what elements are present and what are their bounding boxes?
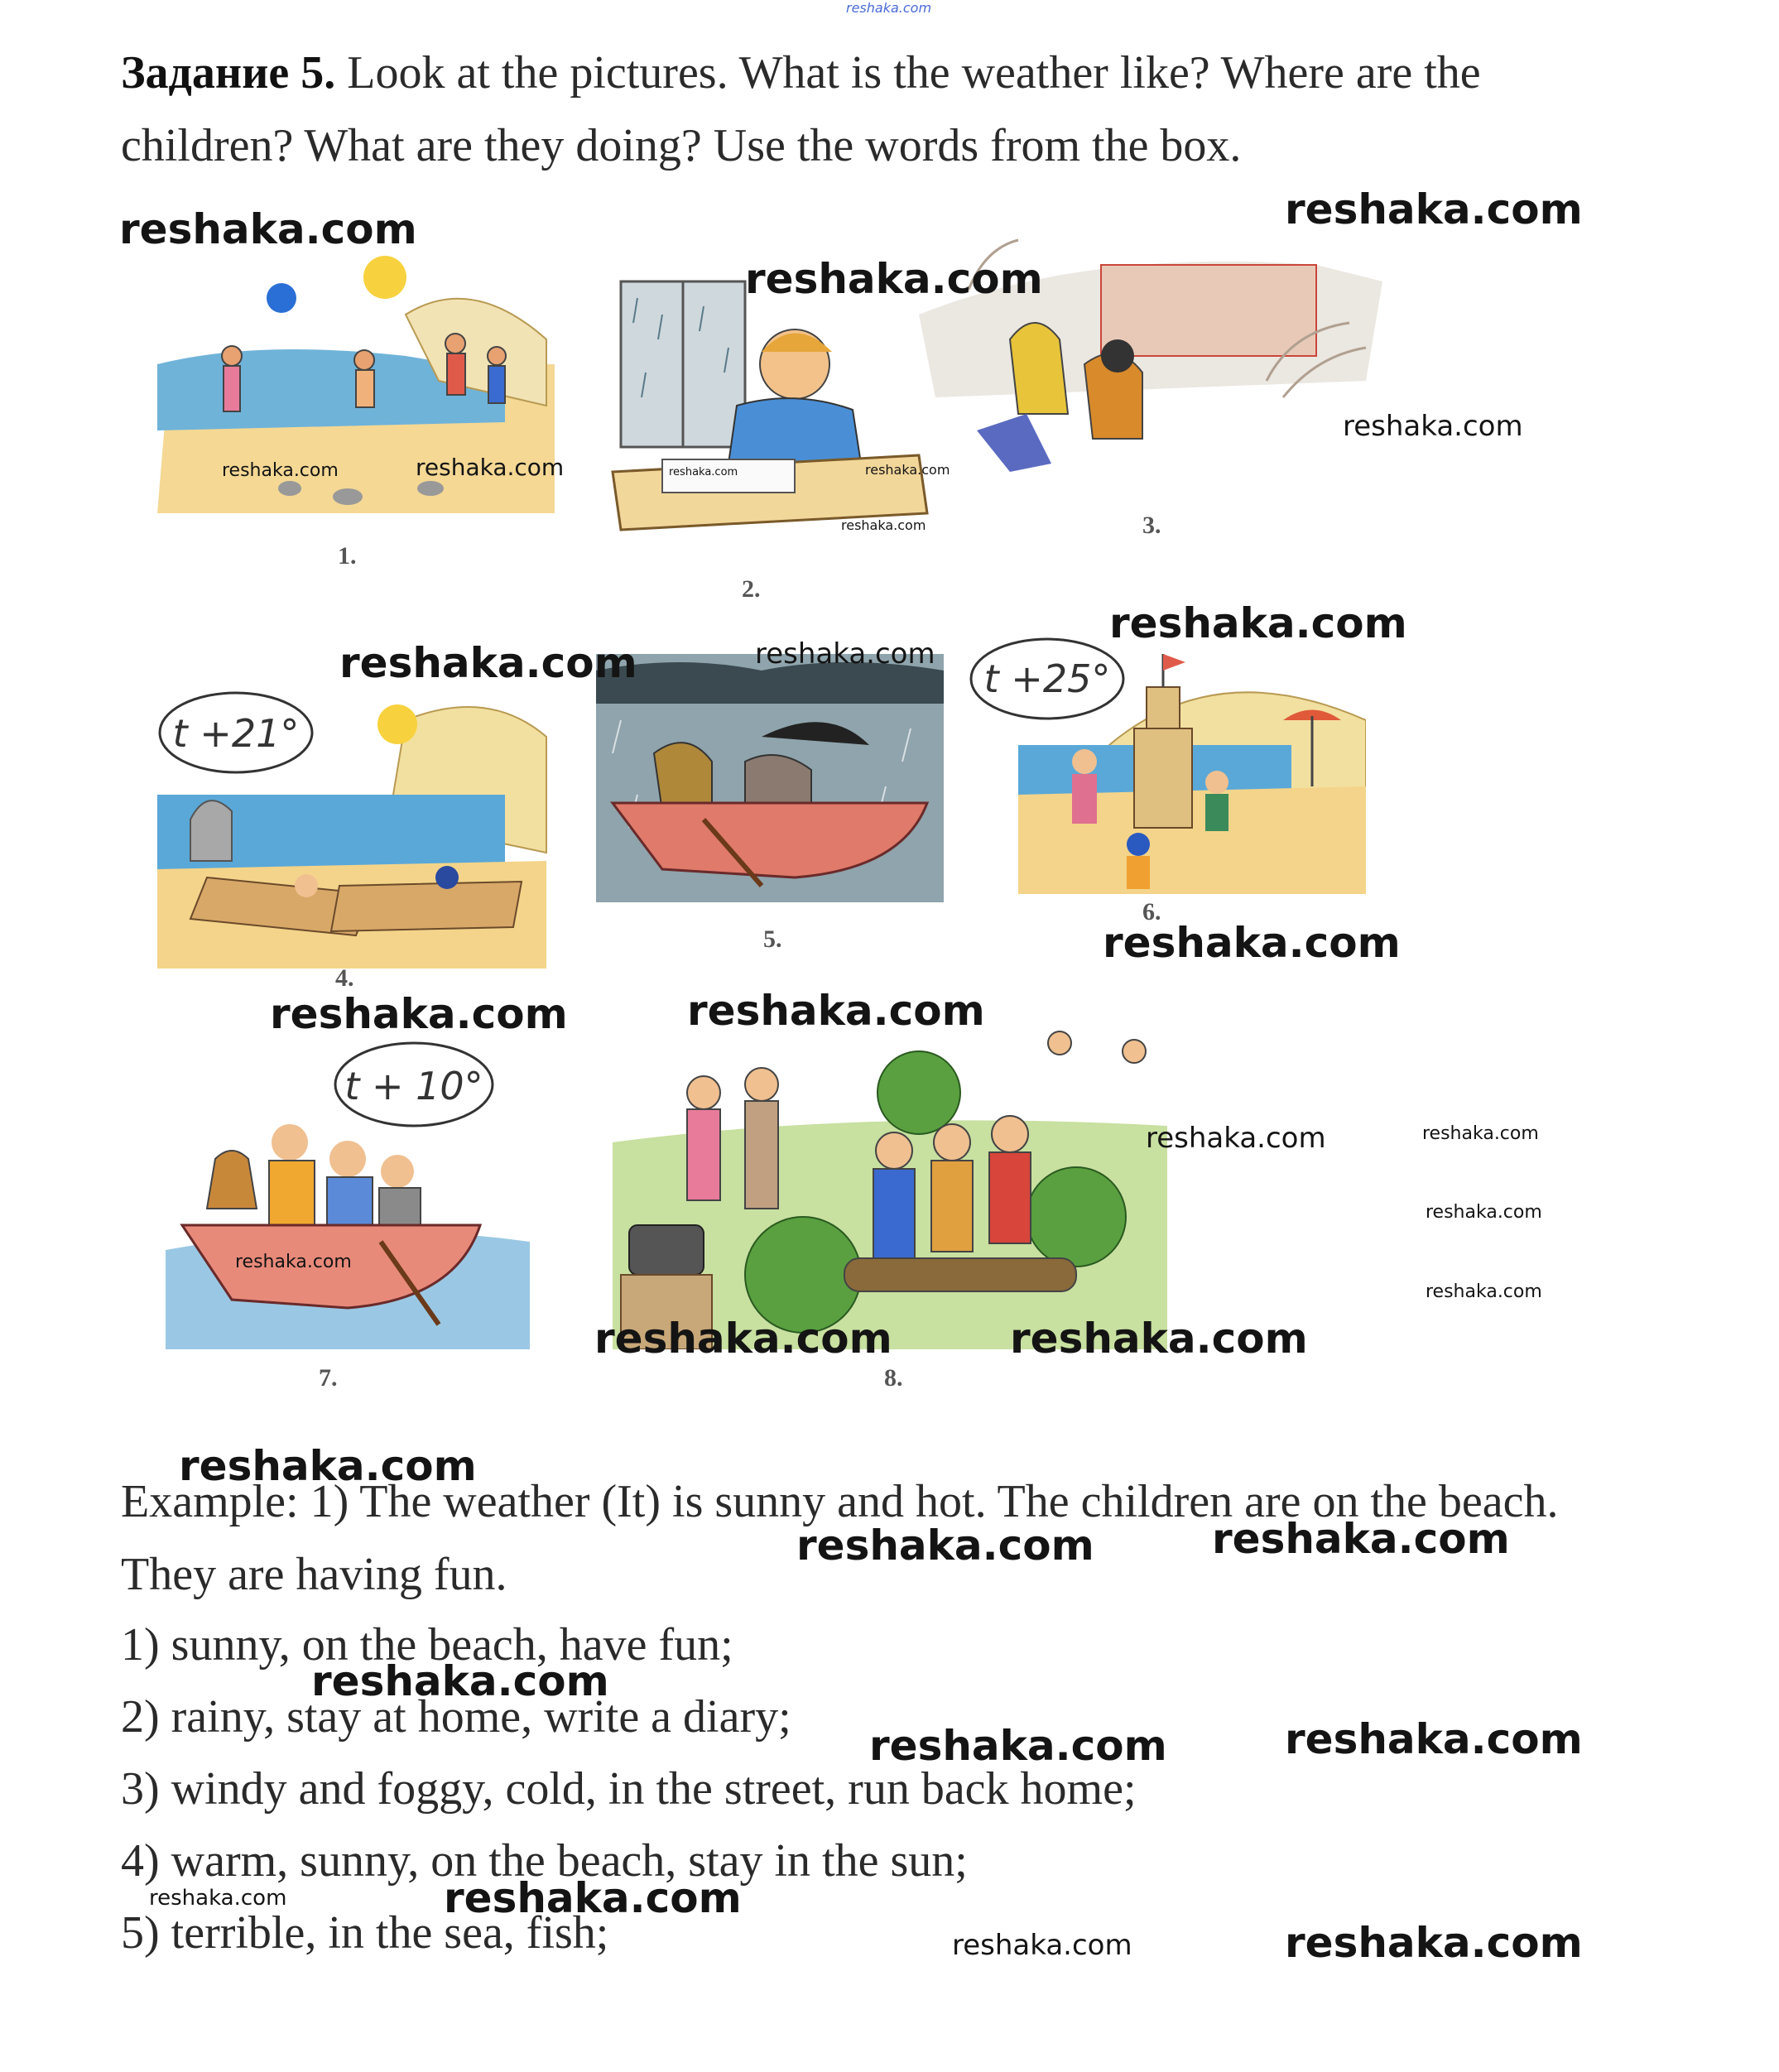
watermark: reshaka.com bbox=[270, 990, 568, 1038]
picture-number: 7. bbox=[319, 1364, 338, 1392]
watermark: reshaka.com bbox=[1426, 1281, 1542, 1302]
watermark: reshaka.com bbox=[1426, 1202, 1542, 1223]
picture-number: 1. bbox=[338, 542, 357, 570]
watermark: reshaka.com bbox=[869, 1722, 1167, 1770]
list-item: 5) terrible, in the sea, fish; bbox=[121, 1907, 609, 1959]
watermark: reshaka.com bbox=[865, 462, 950, 478]
watermark: reshaka.com bbox=[179, 1442, 477, 1490]
watermark: reshaka.com bbox=[687, 987, 985, 1035]
watermark: reshaka.com bbox=[1212, 1515, 1510, 1563]
watermark: reshaka.com bbox=[1010, 1315, 1308, 1363]
watermark: reshaka.com bbox=[149, 1886, 287, 1911]
picture-number: 3. bbox=[1142, 512, 1161, 539]
list-item: 3) windy and foggy, cold, in the street, run back home; bbox=[121, 1763, 1137, 1815]
temperature-label: t +21° bbox=[172, 711, 300, 756]
picture-number: 2. bbox=[742, 575, 761, 603]
picture-5-storm-boat bbox=[596, 654, 944, 902]
picture-number: 8. bbox=[884, 1364, 903, 1392]
watermark: reshaka.com bbox=[952, 1929, 1132, 1962]
watermark: reshaka.com bbox=[796, 1522, 1094, 1570]
watermark: reshaka.com bbox=[222, 460, 339, 481]
picture-6-sandcastle bbox=[969, 629, 1366, 894]
watermark: reshaka.com bbox=[1285, 1919, 1583, 1967]
temperature-label: t + 10° bbox=[344, 1064, 483, 1108]
picture-7-boat-cold bbox=[166, 1035, 538, 1349]
task-text: Look at the pictures. What is the weather like? Where are the children? What are they doing? Use the words from the box. bbox=[121, 47, 1481, 171]
watermark: reshaka.com bbox=[1109, 599, 1407, 647]
list-item: 4) warm, sunny, on the beach, stay in the sun; bbox=[121, 1835, 968, 1887]
task-paragraph bbox=[121, 36, 1578, 182]
watermark: reshaka.com bbox=[1285, 185, 1583, 233]
header-watermark: reshaka.com bbox=[846, 0, 932, 16]
picture-number: 6. bbox=[1142, 898, 1161, 925]
watermark: reshaka.com bbox=[1343, 410, 1523, 443]
watermark: reshaka.com bbox=[841, 517, 926, 533]
temperature-label: t +25° bbox=[983, 656, 1111, 701]
watermark: reshaka.com bbox=[1285, 1715, 1583, 1763]
list-item: 1) sunny, on the beach, have fun; bbox=[121, 1619, 733, 1671]
watermark: reshaka.com bbox=[444, 1874, 742, 1922]
watermark: reshaka.com bbox=[311, 1657, 609, 1705]
watermark: reshaka.com bbox=[745, 255, 1043, 303]
picture-number: 5. bbox=[763, 925, 782, 953]
watermark: reshaka.com bbox=[1422, 1123, 1539, 1144]
example-paragraph: Example: 1) The weather (It) is sunny and hot. The children are on the beach. They are having fun. bbox=[121, 1476, 1559, 1600]
task-label: Задание 5. bbox=[121, 47, 336, 99]
watermark: reshaka.com bbox=[594, 1315, 892, 1363]
watermark: reshaka.com bbox=[235, 1252, 352, 1272]
picture-number: 4. bbox=[335, 964, 354, 992]
watermark: reshaka.com bbox=[119, 205, 417, 253]
picture-4-warm-beach bbox=[157, 687, 555, 969]
watermark: reshaka.com bbox=[416, 454, 565, 481]
watermark: reshaka.com bbox=[339, 639, 637, 687]
watermark: reshaka.com bbox=[755, 637, 935, 671]
picture-2-rainy-home bbox=[604, 273, 935, 555]
watermark: reshaka.com bbox=[1146, 1122, 1326, 1155]
watermark: reshaka.com bbox=[669, 466, 738, 478]
list-item: 2) rainy, stay at home, write a diary; bbox=[121, 1691, 791, 1743]
watermark: reshaka.com bbox=[1103, 919, 1401, 967]
picture-8-park bbox=[613, 1026, 1167, 1349]
